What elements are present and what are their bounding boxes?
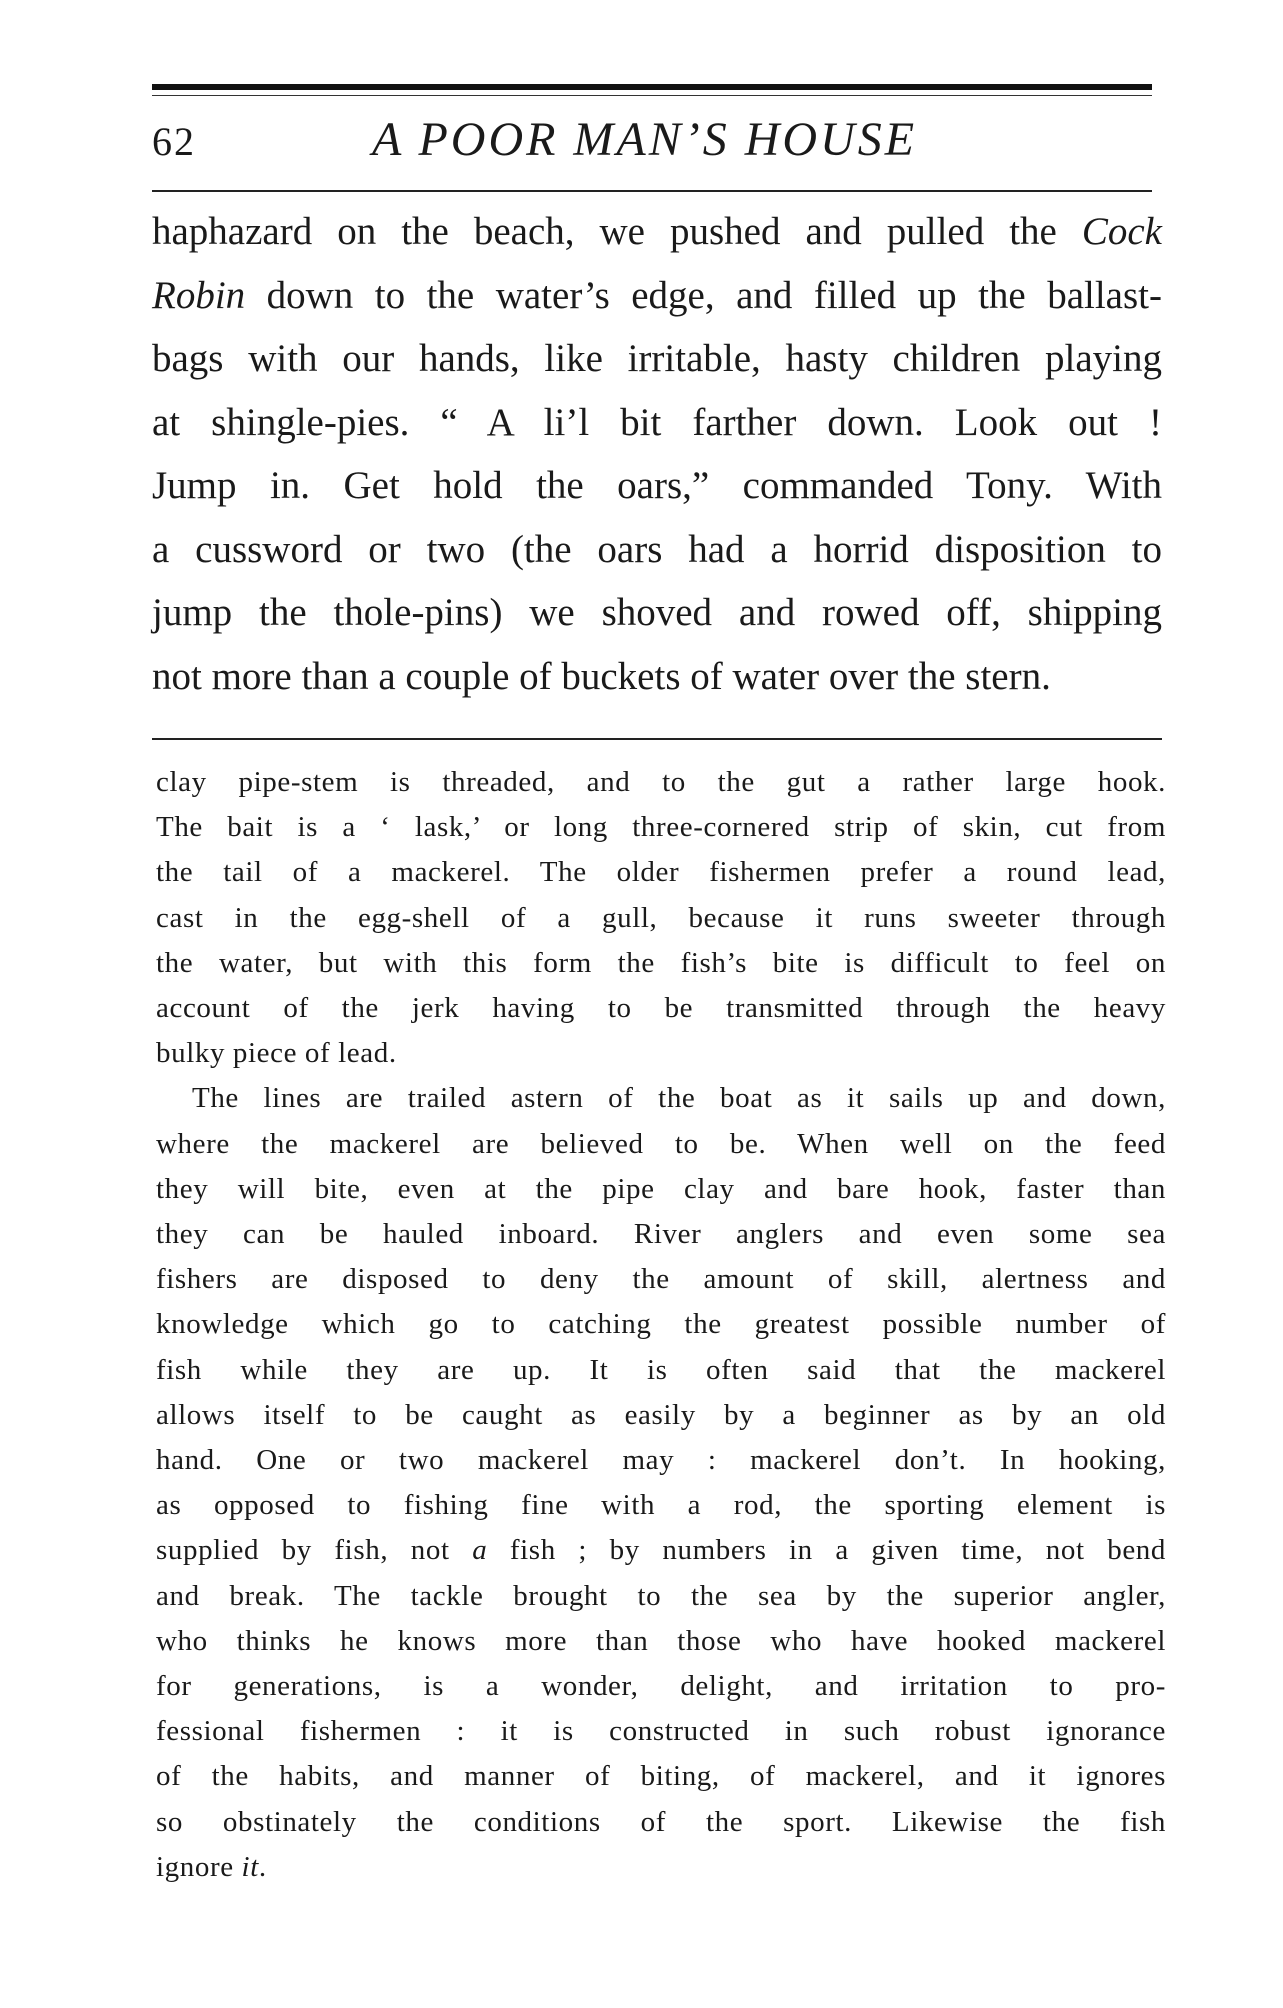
- header-rule: [152, 190, 1152, 192]
- footnote-line: fishers are disposed to deny the amount of skill, alertness and: [156, 1263, 1166, 1296]
- footnote-line: and break. The tackle brought to the sea by the superior angler,: [156, 1579, 1166, 1612]
- footnote-rule: [152, 738, 1162, 740]
- footnote-line: clay pipe-stem is threaded, and to the gut a rather large hook.: [156, 766, 1166, 798]
- page-header: [152, 108, 1152, 178]
- main-line: jump the thole-pins) we shoved and rowed off, shipping: [152, 591, 1162, 634]
- footnote-line: for generations, is a wonder, delight, and irritation to pro-: [156, 1670, 1166, 1703]
- main-line: at shingle-pies. “ A li’l bit farther down. Look out !: [152, 400, 1162, 444]
- footnote-line: so obstinately the conditions of the sport. Likewise the fish: [156, 1805, 1166, 1838]
- footnote-line: fessional fishermen : it is constructed in such robust ignorance: [156, 1715, 1166, 1748]
- main-line: Robin down to the water’s edge, and filled up the ballast-: [152, 273, 1162, 317]
- footnote-line: supplied by fish, not a fish ; by numbers in a given time, not bend: [156, 1534, 1166, 1567]
- footnote-line: The bait is a ‘ lask,’ or long three-cornered strip of skin, cut from: [156, 811, 1166, 844]
- footnote-line: the tail of a mackerel. The older fishermen prefer a round lead,: [156, 856, 1166, 889]
- footnote-line: fish while they are up. It is often said that the mackerel: [156, 1353, 1166, 1386]
- footnote-line: knowledge which go to catching the greatest possible number of: [156, 1308, 1166, 1341]
- main-line: not more than a couple of buckets of water over the stern.: [152, 654, 1051, 698]
- footnote-line: ignore it.: [156, 1850, 267, 1883]
- main-line: Jump in. Get hold the oars,” commanded Tony. With: [152, 464, 1162, 507]
- footnote-line: who thinks he knows more than those who have hooked mackerel: [156, 1624, 1166, 1657]
- main-text-block: [152, 200, 1162, 708]
- footnote-line: The lines are trailed astern of the boat as it sails up and down,: [192, 1082, 1166, 1115]
- footnote-line: allows itself to be caught as easily by a beginner as by an old: [156, 1398, 1166, 1431]
- footnote-line: account of the jerk having to be transmitted through the heavy: [156, 992, 1166, 1025]
- footnote-line: hand. One or two mackerel may : mackerel don’t. In hooking,: [156, 1444, 1166, 1477]
- footnote-block: [156, 760, 1166, 1890]
- running-title: A POOR MAN’S HOUSE: [372, 113, 918, 166]
- footnote-line: they will bite, even at the pipe clay and bare hook, faster than: [156, 1172, 1166, 1205]
- main-line: haphazard on the beach, we pushed and pulled the Cock: [152, 210, 1162, 253]
- main-line: a cussword or two (the oars had a horrid disposition to: [152, 527, 1162, 571]
- footnote-line: as opposed to fishing fine with a rod, the sporting element is: [156, 1489, 1166, 1522]
- main-line: bags with our hands, like irritable, hasty children playing: [152, 337, 1162, 380]
- page-number: 62: [152, 119, 196, 164]
- footnote-line: where the mackerel are believed to be. When well on the feed: [156, 1127, 1166, 1160]
- footnote-line: the water, but with this form the fish’s bite is difficult to feel on: [156, 946, 1166, 979]
- footnote-line: bulky piece of lead.: [156, 1037, 397, 1070]
- top-thick-rule: [152, 84, 1152, 90]
- footnote-line: they can be hauled inboard. River anglers and even some sea: [156, 1218, 1166, 1251]
- footnote-line: cast in the egg-shell of a gull, because it runs sweeter through: [156, 901, 1166, 934]
- footnote-line: of the habits, and manner of biting, of mackerel, and it ignores: [156, 1760, 1166, 1793]
- top-thin-rule: [152, 95, 1152, 96]
